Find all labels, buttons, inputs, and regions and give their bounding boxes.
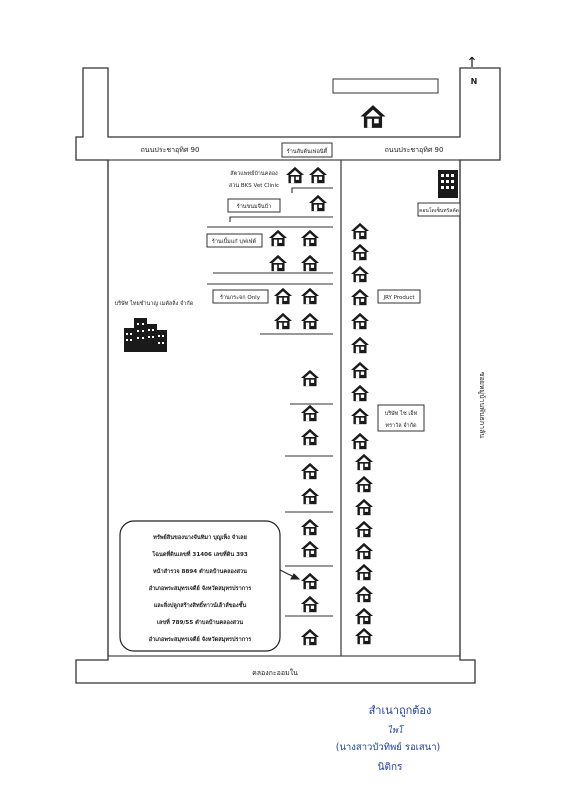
property-note-line: โฉนดที่ดินเลขที่ 31406 เลขที่ดิน 393 [152, 552, 248, 558]
gas-station-box [333, 79, 438, 93]
property-note-line: หน้าสำรวจ 8894 ตำบลบ้านคลองสวน [152, 569, 248, 575]
jry-label: JRY Product [383, 295, 415, 301]
certified-copy-label: สำเนาถูกต้อง [368, 704, 432, 717]
road-label-bottom: คลองกะออมใน [252, 669, 298, 677]
property-note-line: อำเภอพระสมุทรเจดีย์ จังหวัดสมุทรปราการ [148, 586, 252, 592]
signature: ไพโ [387, 726, 403, 736]
bakery-label: ร้านเบิ้มแก๋ บุฟเฟ่ต์ [211, 239, 257, 245]
property-note-line: อำเภอพระสมุทรเจดีย์ จังหวัดสมุทรปราการ [148, 637, 252, 643]
company-right-label-2: ทราวัล จำกัด [385, 423, 417, 429]
road-label-top-left: ถนนประชาอุทิศ 90 [140, 146, 200, 154]
vet-clinic-label-1: สัตวแพทย์บ้านคลอง [230, 171, 278, 177]
company-right-label-1: บริษัท ไซ เอ็ท [384, 411, 418, 417]
tire-shop-label: ร้านกระจก Only [220, 295, 260, 301]
official-name: (นางสาวบัวทิพย์ รอเสนา) [335, 742, 441, 753]
compass-label: N [470, 77, 478, 86]
road-label-top-right: ถนนประชาอุทิศ 90 [384, 146, 444, 154]
property-note-line: เลขที่ 789/55 ตำบลบ้านคลองสวน [156, 620, 244, 626]
corner-shop-label: ร้านลับต้นเฟอนิตี้ [286, 149, 328, 155]
condo-label: คอนโดเซ็นทรัลคัด [419, 208, 459, 214]
north-arrow-icon: ↑ [466, 55, 478, 71]
house-icon [361, 105, 386, 128]
property-note-line: และสิ่งปลูกสร้างสิทธิ์ทาวน์เฮ้าส์ของชั้น [153, 603, 247, 609]
official-role: นิติกร [377, 762, 403, 773]
company-left-label: บริษัท ไทยชำนาญ เมตัลลิ่ง จำกัด [114, 301, 194, 307]
noodle-shop-label: ร้านขนมจีนป้า [236, 204, 272, 210]
vet-clinic-label-2: สวน BKS Vet Clinic [228, 183, 280, 189]
building-icon [438, 170, 458, 198]
road-label-right: ซอยหมู่บ้านพันธกาลัน [478, 371, 486, 439]
property-note-line: ทรัพย์สินของนางจันทิมา บุญเพ็ง จำเลย [153, 535, 247, 541]
